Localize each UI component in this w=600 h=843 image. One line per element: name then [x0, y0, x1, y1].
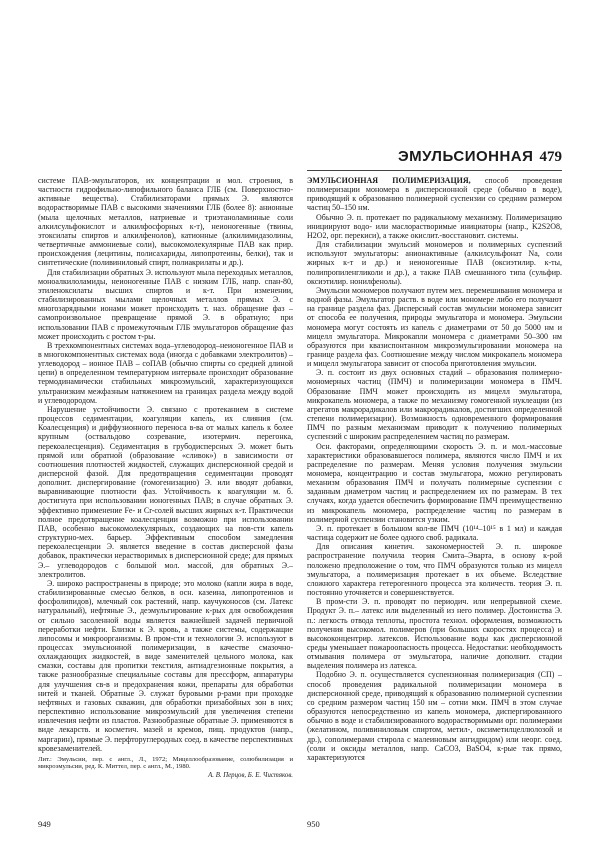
right-paragraph-9: В пром-сти Э. п. проводят по периодич. или непрерывной схеме. Продукт Э. п.– латекс или выделенный из него полимер. Достоинства Э. п.: легкость отвода теплоты, простота технол. оформления, возможность получения высокомол. полимеров (при больших скоростях процесса) и высококонцентрир. латексов. Использование воды как дисперсионной среды уменьшает пожароопасность процесса. Недостатки: необходимость отмывания полимера от эмульгатора, наличие дополнит. стадии выделения полимера из латекса.	[307, 597, 562, 671]
article-title: ЭМУЛЬСИОННАЯ ПОЛИМЕРИЗАЦИЯ,	[307, 176, 471, 185]
author-signature: А. В. Перцов, Б. Е. Чистяков.	[208, 772, 293, 780]
left-paragraph-4: Нарушение устойчивости Э. связано с протеканием в системе процессов седиментации, коагуляции капель, их слияния (см. Коалесценция) и диффузионного переноса в-ва от малых капель к более крупным (оствальдово созревание, изотермич. перегонка, перекоалесценция). Седиментация в грубодисперсных Э. может быть прямой или обратной (образование «сливок») в зависимости от соотношения плотностей жидкостей, служащих дисперсионной средой и дисперсной фазой. Для предотвращения седиментации проводят дополнит. диспергирование (гомогенизацию) Э. или вводят добавки, выравнивающие плотности фаз. Устойчивость к коагуляции м. б. достигнута при использовании ионогенных ПАВ; в случае обратных Э. эффективно применение Fe- и Cr-солей высших жирных к-т. Практически полное предотвращение коалесценции возможно при использовании ПАВ, особенно высокомолекулярных, создающих на пов-сти капель структурно-мех. барьер. Эффективным способом замедления перекоалесценции Э. является введение в состав дисперсной фазы добавок, практически нерастворимых в дисперсионной среде; для прямых Э.– углеводородов с большой мол. массой, для обратных Э.– электролитов.	[38, 404, 293, 579]
right-paragraph-3: Для стабилизации эмульсий мономеров и полимерных суспензий используют эмульгаторы: анионактивные (алкилсульфонат Na, соли жирных к-т и др.) и неионогенные ПАВ (оксиэтилир. к-ты, полипропиленгликоли и др.), а также ПАВ смешанного типа (сульфир. оксиэтилир. нонилфенолы).	[307, 240, 562, 286]
right-paragraph-2: Обычно Э. п. протекает по радикальному механизму. Полимеризацию инициируют водо- или маслорастворимые инициаторы (напр., K2S2O8, H2O2, орг. перекиси), а также окислит.-восстановит. системы.	[307, 212, 562, 240]
right-paragraph-6: Осн. факторами, определяющими скорость Э. п. и мол.-массовые характеристики образовавшегося полимера, являются число ПМЧ и их распределение по размерам. Меняя условия получения эмульсии мономера, концентрацию и состав эмульгатора, можно регулировать механизм образования ПМЧ и получать полимерные суспензии с заданным диаметром частиц и распределением их по размерам. В тех случаях, когда удается обеспечить формирование ПМЧ преимущественно из микрокапель мономера, распределение частиц по размерам в полимерной суспензии становится узким.	[307, 441, 562, 524]
left-column	[38, 176, 293, 812]
left-paragraph-2: Для стабилизации обратных Э. используют мыла переходных металлов, моноалкилоламиды, неионогенные ПАВ с низким ГЛБ, напр. спан-80, этиленоксилаты высших спиртов и к-т. При изменении, стабилизированных мылами щелочных металлов прямых Э. с многозарядными ионами может происходить т. наз. обращение фаз – самопроизвольное превращение прямой Э. в обратную; при использовании ПАВ с промежуточным ГЛБ эмульгаторов обращение фаз может происходить с ростом т-ры.	[38, 267, 293, 341]
left-paragraph-1: системе ПАВ-эмульгаторов, их концентрации и мол. строения, в частности гидрофильно-липофильного баланса ГЛБ (см. Поверхностно-активные вещества). Стабилизаторами прямых Э. являются водорастворимые ПАВ с высокими значениями ГЛБ (более 8): анионные (мыла щелочных металлов, натриевые и триэтаноламинные соли алкилсульфокислот и алкилфосфорных к-т), неионогенные (твины, этоксилаты спиртов и алкилфенолов), катионные (алкилимидазолины, четвертичные аммониевые соли), высокомолекулярные ПАВ как прир. происхождения (лецитины, полисахариды, липопротеины, белки), так и синтетические (поливиниловый спирт, полиакрилаты и др.).	[38, 176, 293, 268]
right-paragraph-8: Для описания кинетич. закономерностей Э. п. широкое распространение получила теория Смита–Эварта, в основу к-рой положено предположение о том, что ПМЧ образуются только из мицелл эмульгатора, а полимеризация протекает в их объеме. Вследствие сложного характера гетерогенного процесса эта количеств. теория Э. п. постоянно уточняется и совершенствуется.	[307, 542, 562, 598]
header-title: ЭМУЛЬСИОННАЯ	[398, 148, 534, 165]
left-paragraph-5: Э. широко распространены в природе; это молоко (капли жира в воде, стабилизированные смесью белков, в осн. казеина, липопротеинов и фосфолипидов), млечный сок растений, напр. каучуконосов (см. Латекс натуральный), нефтяные Э., деэмульгирование к-рых для освобождения от сильно засоленной воды является важнейшей задачей первичной переработки нефти. Близки к Э. кровь, а также системы, содержащие липосомы и микроорганизмы. В пром-сти и технологии Э. используют в процессах эмульсионной полимеризации, в качестве смазочно-охлаждающих жидкостей, в виде заменителей цельного молока, как смазки, составы для пропитки текстиля, антиадгезионные покрытия, а также разнообразные специальные составы для прессформ, аппаратуры для улучшения св-в и предохранения кожи, препараты для обработки нитей и тканей. Обратные Э. служат буровыми р-рами при проходке нефтяных и газовых скважин, для обработки призабойных зон в них; перспективно использование микроэмульсий для увеличения степени извлечения нефти из пластов. Разнообразные обратные Э. применяются в виде лекарств. и косметич. мазей и кремов, пищ. продуктов (напр., маргарин), прямые Э. перфторуглеродных соед. в качестве перспективных кровезаменителей.	[38, 578, 293, 753]
right-paragraph-10: Подобно Э. п. осуществляется суспензионная полимеризация (СП) – способ проведения радикальной полимеризации мономера в дисперсионной среде, приводящий к образованию полимерной суспензии со средним размером частиц 150 нм – сотни мкм. ПМЧ в этом случае образуются непосредственно из капель мономера, диспергированного обычно в воде и стабилизированного водорастворимыми орг. полимерами (желатином, поливиниловым спиртом, метил-, оксиметилцеллюлозой и др.), сополимерами стирола с малеиновым ангидридом) или неорг. соед. (соли и оксиды металлов, напр. CaCO3, BaSO4, к-рые так прямо, характеризуются	[307, 670, 562, 762]
right-paragraph-4: Эмульсии мономеров получают путем мех. перемешивания мономера и водной фазы. Эмульгатор раств. в воде или мономере либо его получают на границе раздела фаз. Дисперсный состав эмульсии мономера зависит от способа ее получения, природы эмульгатора и мономера. Эмульсии мономера могут состоять из капель с диаметрами от 50 до 5000 нм и мицелл эмульгатора. Микрокапли мономера с диаметрами 50–300 нм образуются при квазиспонтанном микроэмульгировании мономера на границе раздела фаз. Соотношение между числом микрокапель мономера и мицелл эмульгатора зависит от способа приготовления эмульсии.	[307, 285, 562, 369]
literature-reference: Лит.: Эмульсии, пер. с англ., Л., 1972; Мицеллообразование, солюбилизация и микроэмульсии, ред. К. Миттел, пер. с англ., М., 1980.	[38, 755, 293, 771]
header-rule	[307, 170, 562, 171]
running-header	[398, 148, 562, 168]
left-page-number: 949	[38, 819, 51, 829]
right-paragraph-1	[307, 176, 562, 213]
header-page-number: 479	[539, 149, 562, 165]
article-intro: способ проведения полимеризации мономера в дисперсионной среде (обычно в воде), приводящий к образованию полимерной суспензии со средним размером частиц 50–150 нм.	[307, 176, 562, 213]
left-paragraph-3: В трехкомпонентных системах вода–углеводород–неионогенное ПАВ и в многокомпонентных системах вода (иногда с добавками электролитов) – углеводород – ионное ПАВ – соПАВ (обычно спирты со средней длиной цепи) в определенном температурном интервале происходит образование термодинамически стабильных микроэмульсий, характеризующихся ультранизким межфазным натяжением на границах раздела между водой и углеводородом.	[38, 340, 293, 405]
right-column	[307, 176, 562, 816]
right-paragraph-5: Э. п. состоит из двух основных стадий – образования полимерно-мономерных частиц (ПМЧ) и полимеризации мономера в ПМЧ. Образование ПМЧ может происходить из мицелл эмульгатора, микрокапель мономера, а также по механизму гомогенной нуклеации (из агрегатов макрорадикалов или макрорадикалов, достигших определенной степени полимеризации). Возможность одновременного формирования ПМЧ по разным механизмам приводит к получению полимерных суспензий с широким распределением частиц по размерам.	[307, 368, 562, 442]
right-paragraph-7: Э. п. протекает в большом кол-ве ПМЧ (10¹⁴–10¹⁵ в 1 мл) и каждая частица содержит не более одного своб. радикала.	[307, 523, 562, 543]
right-page-number: 950	[307, 819, 320, 829]
